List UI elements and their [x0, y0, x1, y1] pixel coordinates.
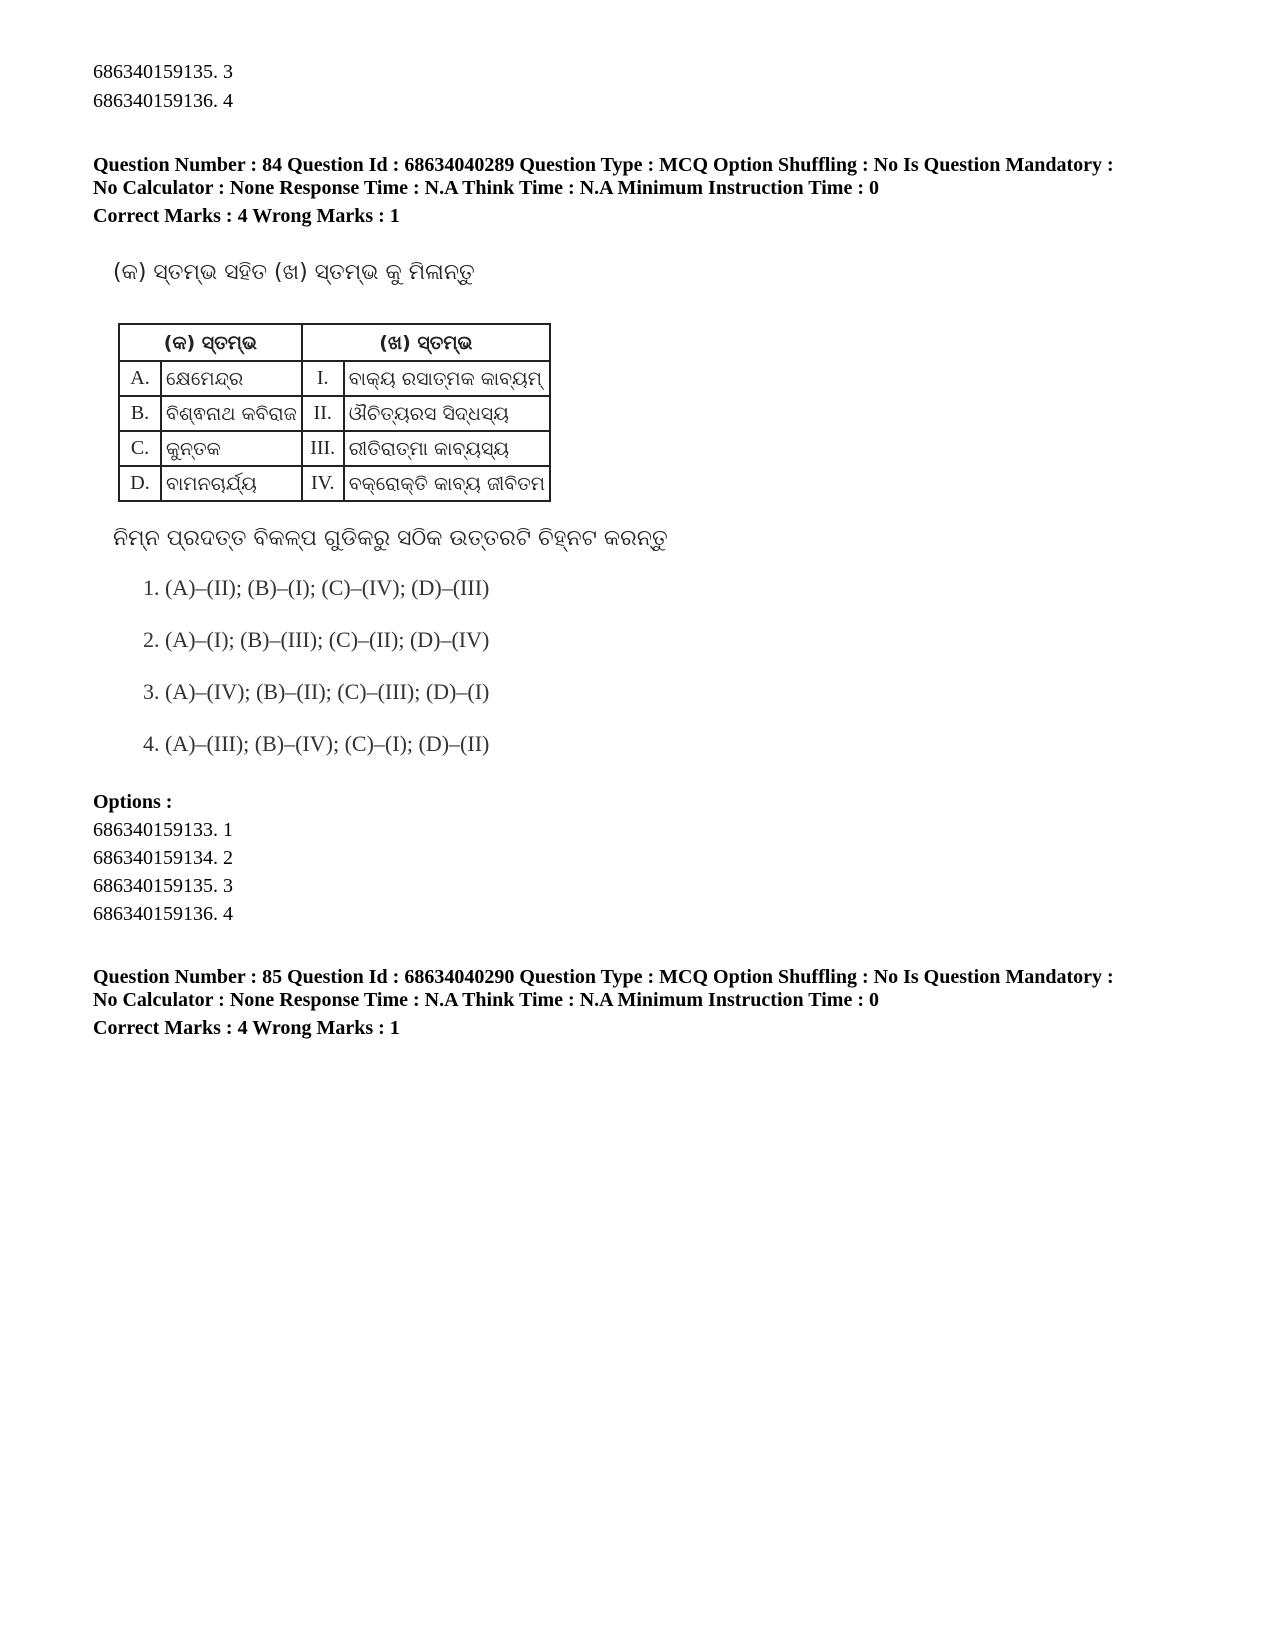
row-b-label: B. [119, 396, 161, 431]
row-iv-text: ବକ୍ରୋକ୍ତି କାବ୍ୟ ଜୀବିତମ [344, 466, 550, 501]
row-d-label: D. [119, 466, 161, 501]
row-a-text: କ୍ଷେମେନ୍ଦ୍ର [161, 361, 302, 396]
q85-header-line1: Question Number : 85 Question Id : 68634040290 Question Type : MCQ Option Shuffling : No Is Question Mandatory : [93, 966, 1114, 988]
q84-question-image [113, 260, 668, 800]
q84-match-table [118, 323, 551, 502]
q84-choose-text: ନିମ୍ନ ପ୍ରଦତ୍ତ ବିକଳ୍ପ ଗୁଡିକରୁ ସଠିକ ଉତ୍ତରଟି ଚିହ୍ନଟ କରନ୍ତୁ [113, 526, 668, 551]
row-i-label: I. [302, 361, 344, 396]
row-c-label: C. [119, 431, 161, 466]
col-b-header: (ଖ) ସ୍ତମ୍ଭ [302, 324, 550, 361]
row-ii-label: II. [302, 396, 344, 431]
q84-header-line1: Question Number : 84 Question Id : 68634040289 Question Type : MCQ Option Shuffling : No Is Question Mandatory : [93, 154, 1114, 176]
col-a-header: (କ) ସ୍ତମ୍ଭ [119, 324, 302, 361]
row-iii-text: ରୀତିରାତ୍ମା କାବ୍ୟସ୍ୟ [344, 431, 550, 466]
q84-answer-option-1: 1. (A)–(II); (B)–(I); (C)–(IV); (D)–(III) [143, 575, 490, 600]
prev-option-4: 686340159136. 4 [93, 90, 233, 112]
row-ii-text: ଔଚିତ୍ୟରସ ସିଦ୍ଧସ୍ୟ [344, 396, 550, 431]
q84-marks: Correct Marks : 4 Wrong Marks : 1 [93, 205, 400, 227]
table-row [119, 431, 550, 466]
table-row [119, 466, 550, 501]
table-row [119, 396, 550, 431]
q84-instruction: (କ) ସ୍ତମ୍ଭ ସହିତ (ଖ) ସ୍ତମ୍ଭ କୁ ମିଳାନ୍ତୁ [113, 260, 475, 285]
prev-option-3: 686340159135. 3 [93, 61, 233, 83]
row-c-text: କୁନ୍ତକ [161, 431, 302, 466]
row-iii-label: III. [302, 431, 344, 466]
row-iv-label: IV. [302, 466, 344, 501]
q84-header-line2: No Calculator : None Response Time : N.A Think Time : N.A Minimum Instruction Time : 0 [93, 177, 879, 199]
row-b-text: ବିଶ୍ଵନାଥ କବିରାଜ [161, 396, 302, 431]
q84-answer-option-4: 4. (A)–(III); (B)–(IV); (C)–(I); (D)–(II) [143, 731, 490, 756]
row-a-label: A. [119, 361, 161, 396]
row-i-text: ବାକ୍ୟ ରସାତ୍ମକ କାବ୍ୟମ୍ [344, 361, 550, 396]
q85-marks: Correct Marks : 4 Wrong Marks : 1 [93, 1017, 400, 1039]
q85-header-line2: No Calculator : None Response Time : N.A Think Time : N.A Minimum Instruction Time : 0 [93, 989, 879, 1011]
q84-answer-option-2: 2. (A)–(I); (B)–(III); (C)–(II); (D)–(IV) [143, 627, 490, 652]
q84-option-2: 686340159134. 2 [93, 847, 233, 869]
q84-options-label: Options : [93, 791, 173, 813]
q84-option-3: 686340159135. 3 [93, 875, 233, 897]
row-d-text: ବାମନଚାର୍ଯ୍ୟ [161, 466, 302, 501]
table-row [119, 361, 550, 396]
q84-option-4: 686340159136. 4 [93, 903, 233, 925]
q84-answer-option-3: 3. (A)–(IV); (B)–(II); (C)–(III); (D)–(I) [143, 679, 490, 704]
q84-option-1: 686340159133. 1 [93, 819, 233, 841]
